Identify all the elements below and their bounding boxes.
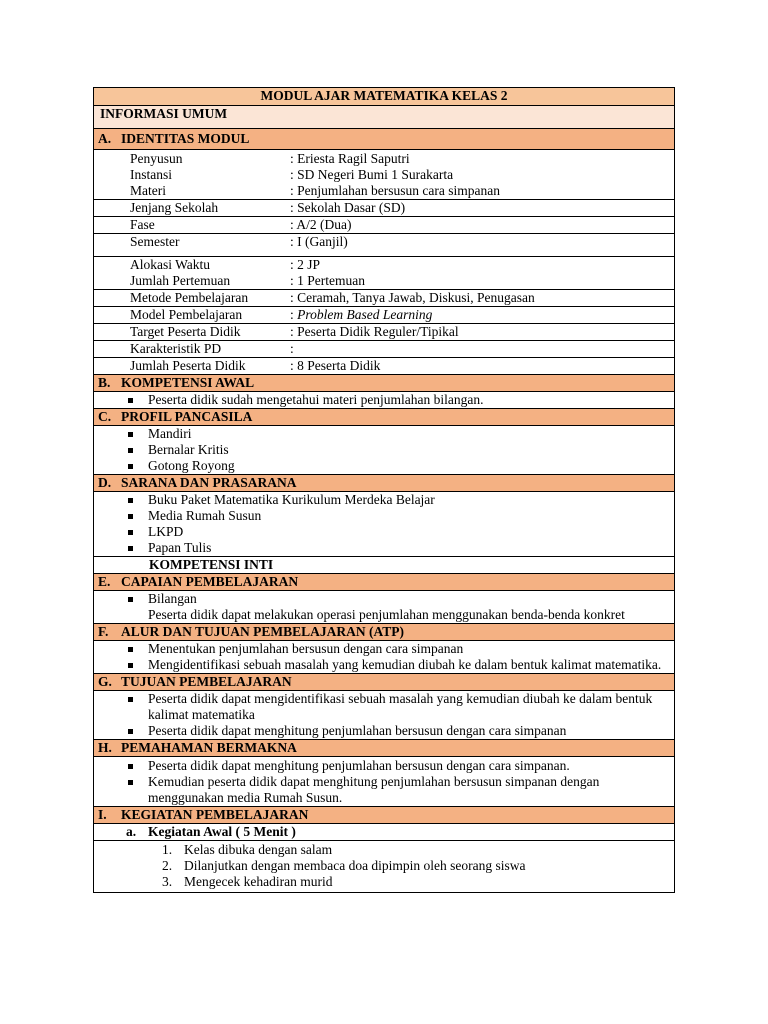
identity-label: Model Pembelajaran — [130, 307, 243, 322]
step-text: Mengecek kehadiran murid — [184, 874, 333, 889]
identity-label: Jenjang Sekolah — [130, 200, 219, 215]
section-letter: A. — [98, 131, 112, 146]
list-item: Peserta didik sudah mengetahui materi penjumlahan bilangan. — [94, 392, 674, 408]
section-title: TUJUAN PEMBELAJARAN — [121, 674, 292, 689]
step-number: 3. — [162, 874, 173, 889]
identity-label: Target Peserta Didik — [130, 324, 241, 339]
section-b-body — [94, 392, 675, 409]
step-text: Dilanjutkan dengan membaca doa dipimpin oleh seorang siswa — [184, 858, 526, 873]
section-title: KOMPETENSI AWAL — [121, 375, 255, 390]
section-d-heading — [94, 475, 675, 492]
identity-rows-2 — [94, 257, 675, 290]
capaian-description: Peserta didik dapat melakukan operasi penjumlahan menggunakan benda-benda konkret — [148, 607, 625, 622]
module-table — [93, 87, 675, 893]
identity-value — [290, 307, 674, 323]
section-g-body — [94, 691, 675, 740]
identity-value: : I (Ganjil) — [290, 234, 348, 249]
identity-value: : Ceramah, Tanya Jawab, Diskusi, Penugasan — [290, 290, 535, 305]
section-e-body — [94, 591, 675, 624]
identity-value: : Penjumlahan bersusun cara simpanan — [290, 183, 500, 198]
list-item: Gotong Royong — [94, 458, 674, 474]
identity-rows-1 — [94, 150, 675, 200]
section-f-body — [94, 641, 675, 674]
list-item — [94, 842, 674, 858]
value-italic: Problem Based Learning — [297, 307, 433, 322]
identity-value: : 2 JP — [290, 257, 321, 272]
step-text: Kelas dibuka dengan salam — [184, 842, 333, 857]
section-letter: B. — [98, 375, 111, 390]
section-i-heading — [94, 807, 675, 824]
identity-value: : SD Negeri Bumi 1 Surakarta — [290, 167, 454, 182]
identity-row — [94, 234, 675, 257]
identity-value: : Peserta Didik Reguler/Tipikal — [290, 324, 459, 339]
list-item: Peserta didik dapat menghitung penjumlahan bersusun dengan cara simpanan. — [94, 758, 674, 774]
identity-value: : Eriesta Ragil Saputri — [290, 151, 410, 166]
section-c-heading — [94, 409, 675, 426]
section-title: PEMAHAMAN BERMAKNA — [121, 740, 297, 755]
list-item: LKPD — [94, 524, 674, 540]
section-letter: G. — [98, 674, 112, 689]
list-item — [94, 874, 674, 890]
identity-row — [94, 200, 675, 217]
identity-row — [94, 324, 675, 341]
informasi-umum-heading: INFORMASI UMUM — [94, 106, 675, 129]
list-item: Bernalar Kritis — [94, 442, 674, 458]
section-title: ALUR DAN TUJUAN PEMBELAJARAN (ATP) — [121, 624, 404, 639]
sub-title: Kegiatan Awal ( 5 Menit ) — [148, 824, 296, 839]
section-letter: F. — [98, 624, 109, 639]
section-letter: E. — [98, 574, 111, 589]
identity-label: Instansi — [130, 167, 172, 182]
identity-value: : Sekolah Dasar (SD) — [290, 200, 406, 215]
identity-label: Alokasi Waktu — [130, 257, 211, 272]
list-item: Media Rumah Susun — [94, 508, 674, 524]
list-item: Mandiri — [94, 426, 674, 442]
kegiatan-awal-heading — [94, 824, 675, 841]
section-h-body — [94, 757, 675, 807]
section-letter: C. — [98, 409, 112, 424]
identity-row — [94, 341, 675, 358]
section-title: PROFIL PANCASILA — [121, 409, 253, 424]
identity-label: Jumlah Pertemuan — [130, 273, 231, 288]
sub-letter: a. — [126, 824, 137, 839]
identity-value: : 1 Pertemuan — [290, 273, 365, 288]
identity-label: Materi — [130, 183, 166, 198]
identity-label: Penyusun — [130, 151, 183, 166]
section-f-heading — [94, 624, 675, 641]
section-c-body — [94, 426, 675, 475]
document-title: MODUL AJAR MATEMATIKA KELAS 2 — [94, 88, 675, 106]
identity-value: : — [290, 341, 294, 356]
identity-label: Fase — [130, 217, 155, 232]
section-letter: I. — [98, 807, 107, 822]
identity-row — [94, 358, 675, 375]
section-title: SARANA DAN PRASARANA — [121, 475, 297, 490]
section-g-heading — [94, 674, 675, 691]
identity-label: Jumlah Peserta Didik — [130, 358, 246, 373]
section-letter: H. — [98, 740, 112, 755]
kegiatan-awal-body — [94, 841, 675, 893]
list-item — [94, 858, 674, 874]
list-item: Buku Paket Matematika Kurikulum Merdeka Belajar — [94, 492, 674, 508]
identity-value: : A/2 (Dua) — [290, 217, 352, 232]
list-item: Kemudian peserta didik dapat menghitung penjumlahan bersusun simpanan dengan menggunakan media Rumah Susun. — [94, 774, 674, 806]
list-item: Peserta didik dapat menghitung penjumlahan bersusun dengan cara simpanan — [94, 723, 674, 739]
list-item: Bilangan — [94, 591, 674, 607]
identity-value: : 8 Peserta Didik — [290, 358, 381, 373]
section-e-heading — [94, 574, 675, 591]
step-number: 1. — [162, 842, 173, 857]
section-title: KEGIATAN PEMBELAJARAN — [121, 807, 309, 822]
list-item: Papan Tulis — [94, 540, 674, 556]
identity-row — [94, 307, 675, 324]
identity-row — [94, 290, 675, 307]
section-h-heading — [94, 740, 675, 757]
identity-label: Metode Pembelajaran — [130, 290, 249, 305]
list-item: Peserta didik dapat mengidentifikasi sebuah masalah yang kemudian diubah ke dalam bentuk kalimat matematika — [94, 691, 674, 723]
section-title: IDENTITAS MODUL — [121, 131, 250, 146]
section-title: CAPAIAN PEMBELAJARAN — [121, 574, 299, 589]
module-document — [93, 87, 675, 893]
identity-label: Semester — [130, 234, 180, 249]
step-number: 2. — [162, 858, 173, 873]
identity-row — [94, 217, 675, 234]
list-item: Mengidentifikasi sebuah masalah yang kemudian diubah ke dalam bentuk kalimat matematika. — [94, 657, 674, 673]
section-a-heading — [94, 129, 675, 150]
kompetensi-inti-heading: KOMPETENSI INTI — [94, 557, 675, 574]
section-letter: D. — [98, 475, 112, 490]
identity-label: Karakteristik PD — [130, 341, 222, 356]
section-d-body — [94, 492, 675, 557]
value-prefix: : — [290, 307, 298, 322]
list-item: Menentukan penjumlahan bersusun dengan cara simpanan — [94, 641, 674, 657]
section-b-heading — [94, 375, 675, 392]
